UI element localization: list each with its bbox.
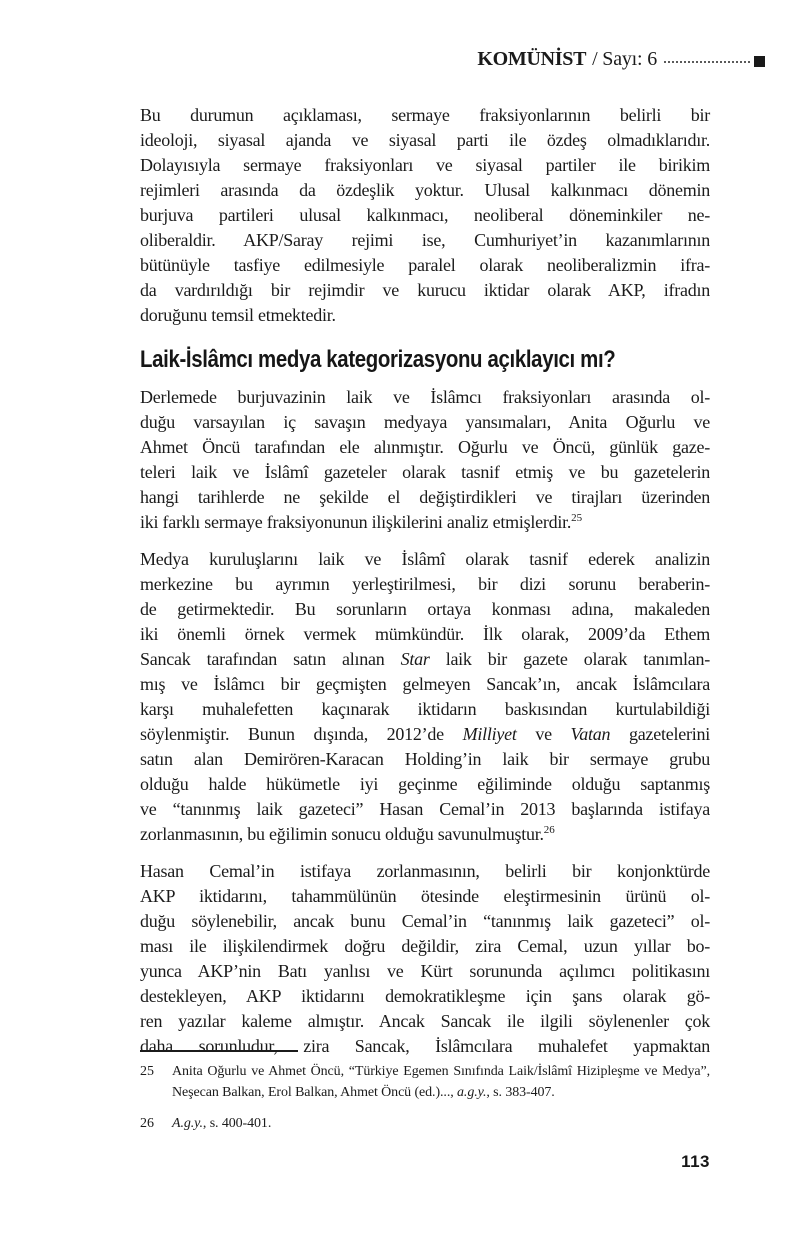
- body-line: destekleyen, AKP iktidarını demokratikleşme için şans olarak gö-: [140, 986, 710, 1006]
- issue-label: / Sayı: 6: [592, 48, 657, 70]
- body-line: iki önemli örnek vermek mümkündür. İlk olarak, 2009’da Ethem: [140, 624, 710, 644]
- body-line: iki farklı sermaye fraksiyonunun ilişkilerini analiz etmişlerdir.$^{25}$: [140, 512, 583, 532]
- page-number: 113: [681, 1152, 710, 1171]
- body-line: de getirmektedir. Bu sorunların ortaya konması adına, makaleden: [140, 599, 710, 619]
- body-line: Ahmet Öncü tarafından ele alınmıştır. Oğurlu ve Öncü, günlük gaze-: [140, 437, 710, 457]
- footnote: [140, 1061, 710, 1103]
- body-line: zorlanmasının, bu eğilimin sonucu olduğu savunulmuştur.$^{26}$: [140, 824, 555, 844]
- body-line: Medya kuruluşlarını laik ve İslâmî olarak tasnif ederek analizin: [140, 549, 710, 569]
- body-line: hangi tarihlerde ne şekilde el değiştirdikleri ve tirajları üzerinden: [140, 487, 710, 507]
- body-line: rejimleri arasında da özdeşlik yoktur. Ulusal kalkınmacı dönemin: [140, 180, 710, 200]
- body-line: Sancak tarafından satın alınan Star laik bir gazete olarak tanımlan-: [140, 649, 710, 669]
- body-line: olduğu halde hükümetle iyi geçinme eğiliminde olduğu saptanmış: [140, 774, 710, 794]
- footnote-text: Anita Oğurlu ve Ahmet Öncü, “Türkiye Egemen Sınıfında Laik/İslâmî Hizipleşme ve Medya”, Neşecan Balkan, Erol Balkan, Ahmet Öncü (ed.)..., a.g.y., s. 383-407.: [172, 1064, 710, 1100]
- footnotes-list: [140, 1061, 710, 1134]
- body-line: ren yazılar kaleme almıştır. Ancak Sancak ile ilgili söylenenler çok: [140, 1011, 710, 1031]
- footnote-text: A.g.y., s. 400-401.: [172, 1116, 272, 1131]
- body-line: bütünüyle tasfiye edilmesiyle paralel olarak neoliberalizmin ifra-: [140, 255, 710, 275]
- dotted-rule: [664, 61, 750, 63]
- footnote: [140, 1113, 710, 1134]
- body-line: duğu varsayılan iç savaşın medyaya yansımaları, Anita Oğurlu ve: [140, 412, 710, 432]
- paragraph: [140, 859, 710, 1059]
- article-body: [140, 103, 710, 1071]
- body-line: Bu durumun açıklaması, sermaye fraksiyonlarının belirli bir: [140, 105, 710, 125]
- body-line: ve “tanınmış laik gazeteci” Hasan Cemal’in 2013 başlarında istifaya: [140, 799, 710, 819]
- body-line: duğu söylenebilir, ancak bunu Cemal’in “tanınmış laik gazeteci” ol-: [140, 911, 710, 931]
- body-line: da vardırıldığı bir rejimdir ve kurucu iktidar olarak AKP, ifradın: [140, 280, 710, 300]
- section-heading: [140, 343, 710, 377]
- running-header: [140, 48, 765, 71]
- section-heading-text: Laik-İslâmcı medya kategorizasyonu açıklayıcı mı?: [140, 346, 616, 373]
- body-line: karşı muhalefetten kaçınarak iktidarın baskısından kurtulabildiği: [140, 699, 710, 719]
- footnote-separator-rule: [140, 1050, 298, 1052]
- paragraph: [140, 103, 710, 328]
- body-line: mış ve İslâmcı bir geçmişten gelmeyen Sancak’ın, ancak İslâmcılara: [140, 674, 710, 694]
- body-line: daha sorunludur, zira Sancak, İslâmcılara muhalefet yapmaktan: [140, 1036, 710, 1056]
- body-line: Dolayısıyla sermaye fraksiyonları ve siyasal partiler ile birikim: [140, 155, 710, 175]
- footnote-number: 26: [140, 1116, 154, 1131]
- body-line: Hasan Cemal’in istifaya zorlanmasının, belirli bir konjonktürde: [140, 861, 710, 881]
- body-line: ideoloji, siyasal ajanda ve siyasal parti ile özdeş olmadıklarıdır.: [140, 130, 710, 150]
- body-line: burjuva partileri ulusal kalkınmacı, neoliberal döneminkiler ne-: [140, 205, 710, 225]
- footnotes-section: [140, 1050, 710, 1144]
- body-line: doruğunu temsil etmektedir.: [140, 305, 336, 325]
- body-line: teleri laik ve İslâmî gazeteler olarak tasnif etmiş ve bu gazetelerin: [140, 462, 710, 482]
- body-line: merkezine bu ayrımın yerleştirilmesi, bir dizi sorunu beraberin-: [140, 574, 710, 594]
- body-line: söylenmiştir. Bunun dışında, 2012’de Milliyet ve Vatan gazetelerini: [140, 724, 710, 744]
- body-line: AKP iktidarını, tahammülünün ötesinde eleştirmesinin ürünü ol-: [140, 886, 710, 906]
- paragraph: [140, 385, 710, 535]
- body-line: Derlemede burjuvazinin laik ve İslâmcı fraksiyonları arasında ol-: [140, 387, 710, 407]
- body-line: oliberaldir. AKP/Saray rejimi ise, Cumhuriyet’in kazanımlarının: [140, 230, 710, 250]
- body-line: ması ile ilişkilendirmek doğru değildir, zira Cemal, uzun yıllar bo-: [140, 936, 710, 956]
- square-bullet-icon: [754, 56, 765, 67]
- paragraph: [140, 547, 710, 847]
- journal-name: KOMÜNİST: [477, 48, 587, 70]
- body-line: yunca AKP’nin Batı yanlısı ve Kürt sorununda açılımcı politikasını: [140, 961, 710, 981]
- body-line: satın alan Demirören-Karacan Holding’in laik bir sermaye grubu: [140, 749, 710, 769]
- footnote-number: 25: [140, 1064, 154, 1079]
